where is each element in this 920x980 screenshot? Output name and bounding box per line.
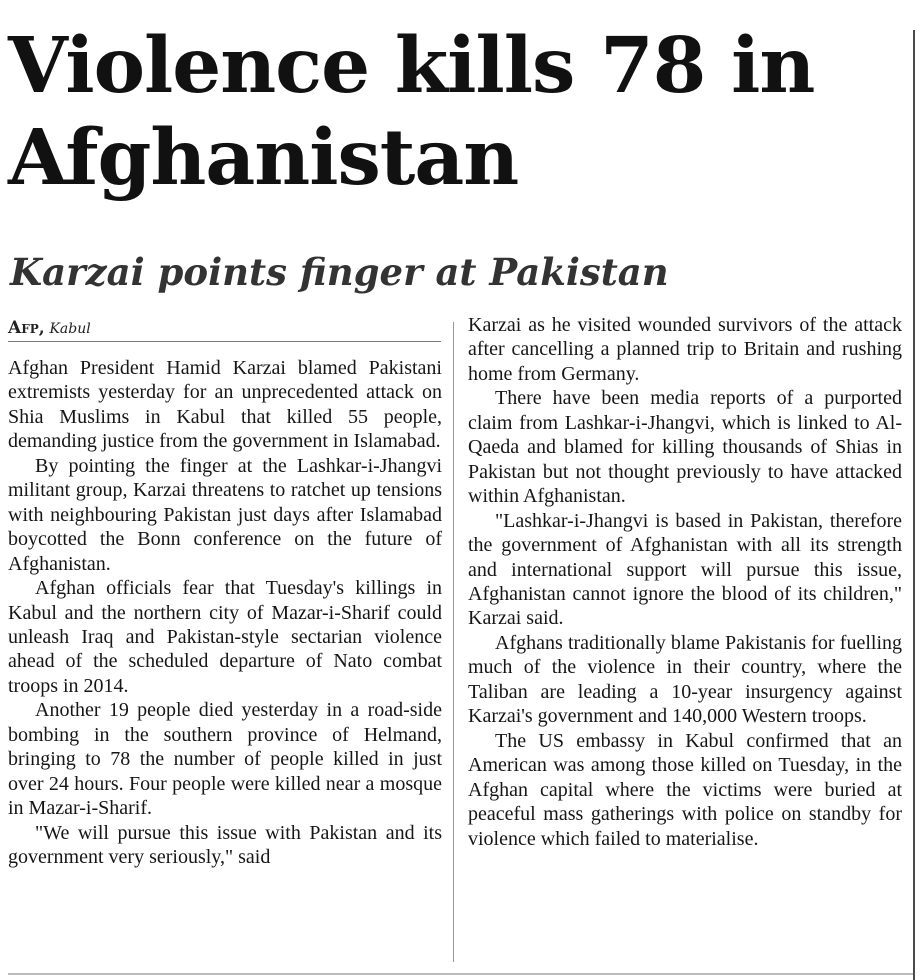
paragraph: The US embassy in Kabul confirmed that an American was among those killed on Tuesday, in the Afghan capital where the victims were buried at peaceful mass gatherings with police on standby for violence which failed to materialise. [468,729,902,850]
article-column-right [468,313,902,851]
byline-location: Kabul [49,321,91,337]
paragraph: "Lashkar-i-Jhangvi is based in Pakistan, therefore the government of Afghanistan with all its strength and international support will pursue this issue, Afghanistan cannot ignore the blood of its children," Karzai said. [468,509,902,630]
paragraph: "We will pursue this issue with Pakistan and its government very seriously," said [8,821,442,869]
bottom-rule [8,973,913,975]
paragraph: Karzai as he visited wounded survivors of the attack after cancelling a planned trip to Britain and rushing home from Germany. [468,314,902,385]
paragraph: Afghans traditionally blame Pakistanis for fuelling much of the violence in their country, where the Taliban are leading a 10-year insurgency against Karzai's government and 140,000 Western troops. [468,631,902,728]
byline [8,318,440,339]
paragraph: By pointing the finger at the Lashkar-i-Jhangvi militant group, Karzai threatens to ratchet up tensions with neighbouring Pakistan just days after Islamabad boycotted the Bonn conference on the future of Afghanistan. [8,454,442,575]
headline: Violence kills 78 in Afghanistan [8,21,815,203]
paragraph: Another 19 people died yesterday in a road-side bombing in the southern province of Helmand, bringing to 78 the number of people killed in just over 24 hours. Four people were killed near a mosque in Mazar-i-Sharif. [8,699,442,820]
paragraph: Afghan President Hamid Karzai blamed Pakistani extremists yesterday for an unprecedented attack on Shia Muslims in Kabul that killed 55 people, demanding justice from the government in Islamabad. [8,357,442,453]
column-divider [453,322,454,962]
byline-agency: Afp, [8,318,45,338]
byline-rule [8,341,441,342]
paragraph: Afghan officials fear that Tuesday's killings in Kabul and the northern city of Mazar-i-Sharif could unleash Iraq and Pakistan-style sectarian violence ahead of the scheduled departure of Nato combat troops in 2014. [8,577,442,697]
paragraph: There have been media reports of a purported claim from Lashkar-i-Jhangvi, which is linked to Al-Qaeda and blamed for killing thousands of Shias in Pakistan but not thought previously to have attacked within Afghanistan. [468,387,902,508]
subheadline: Karzai points finger at Pakistan [10,250,669,294]
page-edge-rule [913,30,915,980]
article-column-left [8,356,442,870]
